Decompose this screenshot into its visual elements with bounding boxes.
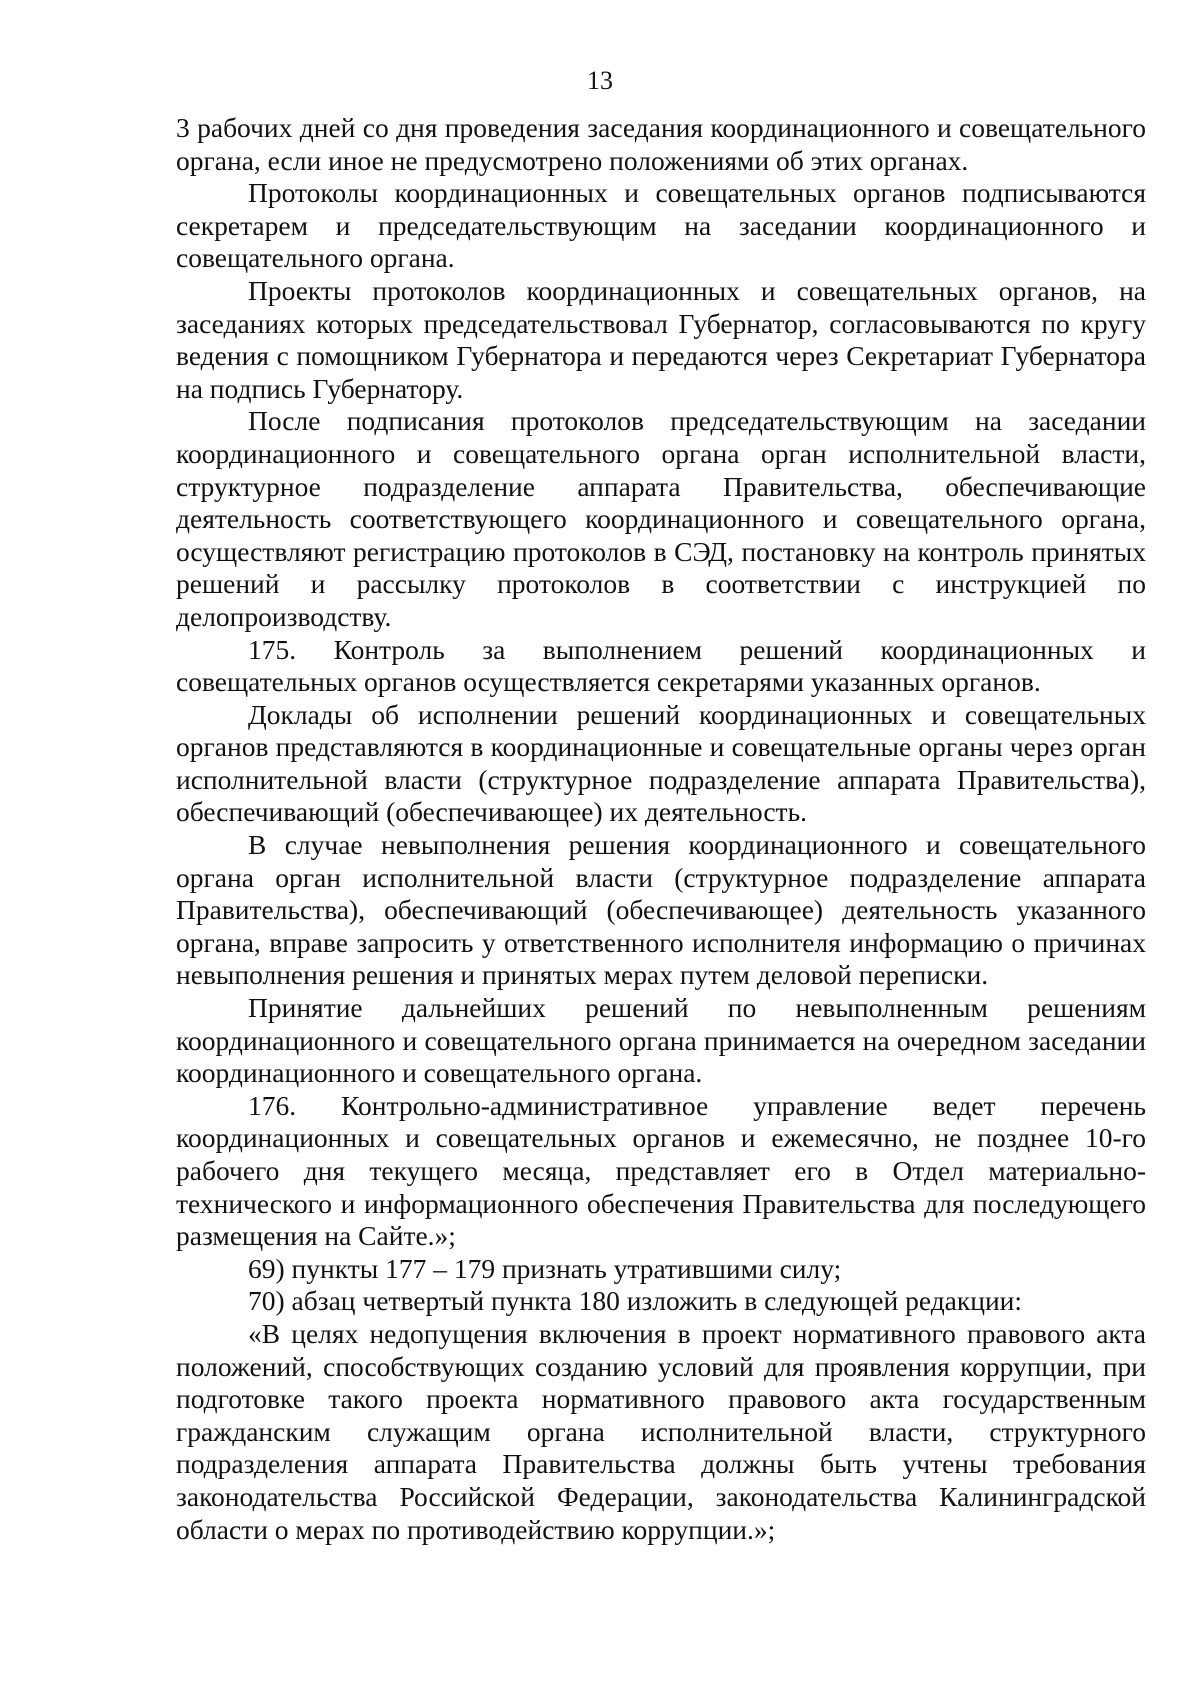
paragraph-protocol-registration: После подписания протоколов председательствующим на заседании координационного и совещательного органа орган исполнительной власти, структурное подразделение аппарата Правительства, обеспечивающие деятельность соответствующего координационного и совещательного органа, осуществляют регистрацию протоколов в СЭД, постановку на контроль принятых решений и рассылку протоколов в соответствии с инструкцией по делопроизводству.: [176, 405, 1146, 632]
paragraph-continuation: 3 рабочих дней со дня проведения заседания координационного и совещательного органа, если иное не предусмотрено положениями об этих органах.: [176, 112, 1146, 176]
paragraph-non-fulfillment: В случае невыполнения решения координационного и совещательного органа орган исполнительной власти (структурное подразделение аппарата Правительства), обеспечивающий (обеспечивающее) деятельность указанного органа, вправе запросить у ответственного исполнителя информацию о причинах невыполнения решения и принятых мерах путем деловой переписки.: [176, 829, 1146, 991]
paragraph-item-175: 175. Контроль за выполнением решений координационных и совещательных органов осуществляется секретарями указанных органов.: [176, 633, 1146, 698]
paragraph-protocol-drafts: Проекты протоколов координационных и совещательных органов, на заседаниях которых председательствовал Губернатор, согласовываются по кругу ведения с помощником Губернатора и передаются через Секретариат Губернатора на подпись Губернатору.: [176, 274, 1146, 404]
paragraph-subitem-70: 70) абзац четвертый пункта 180 изложить в следующей редакции:: [248, 1285, 1023, 1317]
paragraph-new-wording: «В целях недопущения включения в проект нормативного правового акта положений, способствующих созданию условий для проявления коррупции, при подготовке такого проекта нормативного правового акта государственным гражданским служащим органа исполнительной власти, структурного подразделения аппарата Правительства должны быть учтены требования законодательства Российской Федерации, законодательства Калининградской области о мерах по противодействию коррупции.»;: [176, 1317, 1146, 1545]
paragraph-protocol-signing: Протоколы координационных и совещательных органов подписываются секретарем и председательствующим на заседании координационного и совещательного органа.: [176, 177, 1146, 274]
paragraph-reports: Доклады об исполнении решений координационных и совещательных органов представляются в координационные и совещательные органы через орган исполнительной власти (структурное подразделение аппарата Правительства), обеспечивающий (обеспечивающее) их деятельность.: [176, 698, 1146, 828]
paragraph-subitem-69: 69) пункты 177 – 179 признать утратившими силу;: [248, 1252, 842, 1284]
page-number: 13: [587, 66, 613, 95]
paragraph-item-176: 176. Контрольно-административное управление ведет перечень координационных и совещательных органов и ежемесячно, не позднее 10-го рабочего дня текущего месяца, представляет его в Отдел материально-технического и информационного обеспечения Правительства для последующего размещения на Сайте.»;: [176, 1089, 1146, 1252]
document-body: [176, 112, 1146, 1546]
paragraph-further-decisions: Принятие дальнейших решений по невыполненным решениям координационного и совещательного органа принимается на очередном заседании координационного и совещательного органа.: [176, 992, 1146, 1089]
